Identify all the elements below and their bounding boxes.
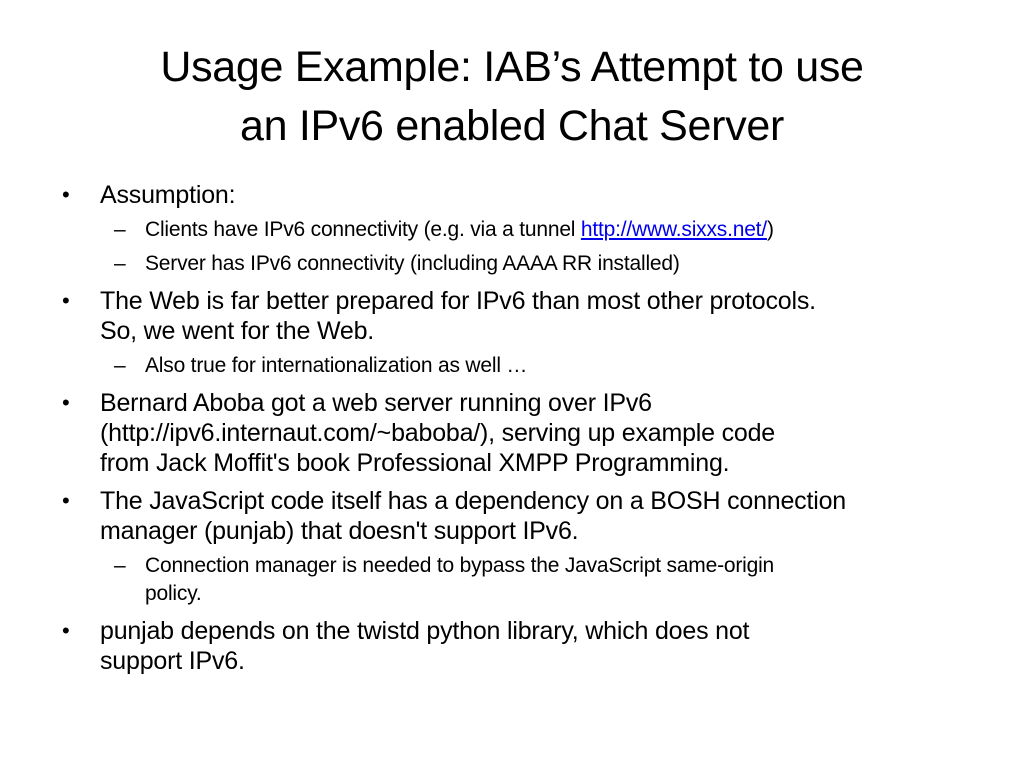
sub-bullet-text: Also true for internationalization as well … [145,354,528,377]
slide-title [60,38,964,156]
sub-bullet-list [100,552,964,608]
sub-bullet-suffix: ) [766,218,774,241]
bullet-text-line-1: Bernard Aboba got a web server running over IPv6 [100,389,652,417]
sub-bullet-text-line-2: policy. [145,582,202,605]
bullet-item-aboba [60,388,964,478]
dash-icon: – [114,354,126,377]
bullet-icon: • [62,390,70,415]
sub-bullet-list [100,216,964,278]
bullet-icon: • [62,182,70,207]
title-line-1: Usage Example: IAB’s Attempt to use [160,43,864,91]
bullet-icon: • [62,618,70,643]
bullet-text-line-1: The JavaScript code itself has a dependency on a BOSH connection [100,487,846,515]
title-line-2: an IPv6 enabled Chat Server [239,102,785,150]
bullet-item-assumption [60,180,964,278]
bullet-item-web [60,286,964,380]
dash-icon: – [114,218,126,241]
bullet-text-line-2: So, we went for the Web. [100,317,375,345]
bullet-icon: • [62,488,70,513]
sub-bullet-list [100,352,964,380]
bullet-item-javascript [60,486,964,608]
bullet-text-line-2: manager (punjab) that doesn't support IPv6. [100,517,579,545]
sub-bullet-server [100,250,964,278]
bullet-text-line-1: The Web is far better prepared for IPv6 than most other protocols. [100,287,816,315]
dash-icon: – [114,554,126,577]
bullet-text-line-2: support IPv6. [100,647,245,675]
sub-bullet-text: Clients have IPv6 connectivity (e.g. via a tunnel [145,218,581,241]
sub-bullet-connection-manager [100,552,964,608]
bullet-list [60,180,964,684]
bullet-icon: • [62,288,70,313]
bullet-text-line-2: (http://ipv6.internaut.com/~baboba/), serving up example code [100,419,776,447]
dash-icon: – [114,252,126,275]
sub-bullet-text-line-1: Connection manager is needed to bypass the JavaScript same-origin [145,554,775,577]
sixxs-link[interactable]: http://www.sixxs.net/ [580,218,767,241]
sub-bullet-text: Server has IPv6 connectivity (including AAAA RR installed) [145,252,680,275]
bullet-item-punjab [60,616,964,676]
bullet-text-line-1: punjab depends on the twistd python library, which does not [100,617,750,645]
sub-bullet-clients [100,216,964,244]
bullet-text: Assumption: [100,181,236,209]
bullet-text-line-3: from Jack Moffit's book Professional XMPP Programming. [100,449,730,477]
sub-bullet-i18n [100,352,964,380]
